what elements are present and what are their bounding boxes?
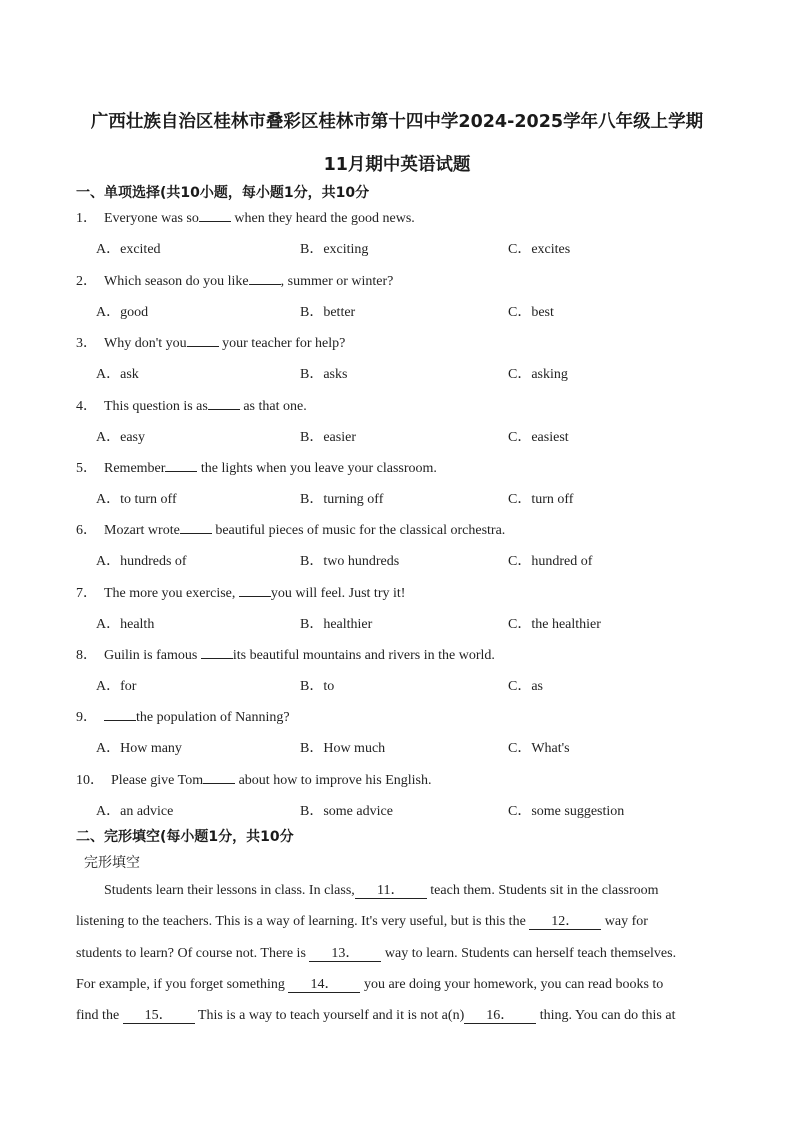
question-10 — [76, 769, 431, 789]
question-text-before: Why don't you — [104, 336, 187, 351]
question-text-after: , summer or winter? — [280, 274, 394, 289]
question-number: 3． — [76, 336, 97, 351]
question-text-after: its beautiful mountains and rivers in the world. — [232, 648, 495, 663]
cloze-blank-11[interactable]: 11． — [355, 883, 427, 899]
section-2-subheading: 完形填空 — [84, 855, 140, 871]
answer-blank[interactable] — [187, 334, 219, 347]
exam-title-line-2: 11月期中英语试题 — [323, 155, 471, 175]
question-text-before: Guilin is famous — [104, 648, 201, 663]
passage-text: find the — [76, 1008, 123, 1023]
question-6-option-a[interactable]: A．hundreds of — [96, 554, 187, 569]
question-7-option-b[interactable]: B．healthier — [300, 617, 373, 632]
question-text-after: the lights when you leave your classroom. — [197, 461, 437, 476]
question-9-option-c[interactable]: C．What's — [508, 741, 570, 756]
section-1-heading: 一、单项选择(共10小题，每小题1分，共10分 — [76, 185, 370, 201]
question-number: 4． — [76, 399, 97, 414]
cloze-blank-13[interactable]: 13． — [309, 946, 381, 962]
question-2 — [76, 270, 393, 290]
passage-line — [76, 946, 676, 962]
question-9 — [76, 706, 290, 726]
passage-line — [104, 883, 659, 899]
question-number: 10． — [76, 773, 104, 788]
question-text-after: you will feel. Just try it! — [270, 586, 406, 601]
question-text-before: Everyone was so — [104, 211, 199, 226]
question-9-option-b[interactable]: B．How much — [300, 741, 386, 756]
question-3-option-b[interactable]: B．asks — [300, 367, 348, 382]
passage-line — [76, 1008, 675, 1024]
passage-text: Students learn their lessons in class. In class, — [104, 883, 355, 898]
question-1-option-c[interactable]: C．excites — [508, 242, 571, 257]
answer-blank[interactable] — [199, 209, 231, 222]
question-8-option-c[interactable]: C．as — [508, 679, 543, 694]
passage-text: This is a way to teach yourself and it is not a(n) — [194, 1008, 465, 1023]
passage-text: you are doing your homework, you can read books to — [360, 977, 664, 992]
answer-blank[interactable] — [249, 272, 281, 285]
question-2-option-b[interactable]: B．better — [300, 305, 356, 320]
cloze-blank-12[interactable]: 12． — [529, 914, 601, 930]
question-2-option-a[interactable]: A．good — [96, 305, 149, 320]
question-text-before: This question is as — [104, 399, 208, 414]
passage-text: For example, if you forget something — [76, 977, 289, 992]
question-8-option-b[interactable]: B．to — [300, 679, 335, 694]
question-10-option-c[interactable]: C．some suggestion — [508, 804, 625, 819]
question-text-before: The more you exercise, — [104, 586, 239, 601]
question-7-option-a[interactable]: A．health — [96, 617, 155, 632]
passage-text: students to learn? Of course not. There is — [76, 946, 310, 961]
answer-blank[interactable] — [165, 459, 197, 472]
question-4-option-a[interactable]: A．easy — [96, 430, 145, 445]
question-5-option-a[interactable]: A．to turn off — [96, 492, 177, 507]
question-8-option-a[interactable]: A．for — [96, 679, 137, 694]
passage-text: teach them. Students sit in the classroom — [426, 883, 659, 898]
question-1-option-b[interactable]: B．exciting — [300, 242, 369, 257]
question-5-option-b[interactable]: B．turning off — [300, 492, 384, 507]
question-6-option-c[interactable]: C．hundred of — [508, 554, 593, 569]
question-3-option-a[interactable]: A．ask — [96, 367, 139, 382]
question-text-after: beautiful pieces of music for the classical orchestra. — [211, 523, 506, 538]
cloze-blank-15[interactable]: 15． — [123, 1008, 195, 1024]
question-5-option-c[interactable]: C．turn off — [508, 492, 574, 507]
answer-blank[interactable] — [104, 708, 136, 721]
question-4-option-b[interactable]: B．easier — [300, 430, 356, 445]
cloze-blank-14[interactable]: 14． — [288, 977, 360, 993]
question-5 — [76, 457, 437, 477]
passage-line — [76, 914, 648, 930]
question-3 — [76, 332, 345, 352]
question-number: 9． — [76, 710, 97, 725]
question-8 — [76, 644, 495, 664]
passage-text: way for — [601, 914, 648, 929]
passage-text: thing. You can do this at — [536, 1008, 676, 1023]
question-10-option-a[interactable]: A．an advice — [96, 804, 174, 819]
question-number: 7． — [76, 586, 97, 601]
question-text-after: your teacher for help? — [218, 336, 346, 351]
question-1-option-a[interactable]: A．excited — [96, 242, 161, 257]
answer-blank[interactable] — [208, 397, 240, 410]
question-2-option-c[interactable]: C．best — [508, 305, 554, 320]
answer-blank[interactable] — [239, 584, 271, 597]
question-number: 8． — [76, 648, 97, 663]
question-text-before: Please give Tom — [111, 773, 204, 788]
cloze-blank-16[interactable]: 16． — [464, 1008, 536, 1024]
question-text-before: Remember — [104, 461, 166, 476]
question-text-before: Which season do you like — [104, 274, 249, 289]
question-7 — [76, 582, 405, 602]
question-text-after: as that one. — [239, 399, 307, 414]
question-4 — [76, 395, 307, 415]
answer-blank[interactable] — [180, 521, 212, 534]
answer-blank[interactable] — [201, 646, 233, 659]
question-3-option-c[interactable]: C．asking — [508, 367, 568, 382]
section-2-heading: 二、完形填空(每小题1分，共10分 — [76, 829, 294, 845]
question-number: 6． — [76, 523, 97, 538]
passage-text: way to learn. Students can herself teach themselves. — [381, 946, 677, 961]
question-number: 5． — [76, 461, 97, 476]
question-text-after: when they heard the good news. — [230, 211, 415, 226]
question-number: 1． — [76, 211, 97, 226]
question-4-option-c[interactable]: C．easiest — [508, 430, 569, 445]
passage-text: listening to the teachers. This is a way of learning. It's very useful, but is this the — [76, 914, 530, 929]
exam-title-line-1: 广西壮族自治区桂林市叠彩区桂林市第十四中学2024-2025学年八年级上学期 — [90, 112, 704, 132]
answer-blank[interactable] — [203, 771, 235, 784]
question-1 — [76, 207, 415, 227]
passage-line — [76, 977, 663, 993]
question-text-after: the population of Nanning? — [136, 710, 290, 725]
question-9-option-a[interactable]: A．How many — [96, 741, 182, 756]
question-7-option-c[interactable]: C．the healthier — [508, 617, 601, 632]
question-text-before: Mozart wrote — [104, 523, 180, 538]
question-number: 2． — [76, 274, 97, 289]
question-6 — [76, 519, 505, 539]
question-text-after: about how to improve his English. — [235, 773, 432, 788]
question-10-option-b[interactable]: B．some advice — [300, 804, 393, 819]
question-6-option-b[interactable]: B．two hundreds — [300, 554, 400, 569]
